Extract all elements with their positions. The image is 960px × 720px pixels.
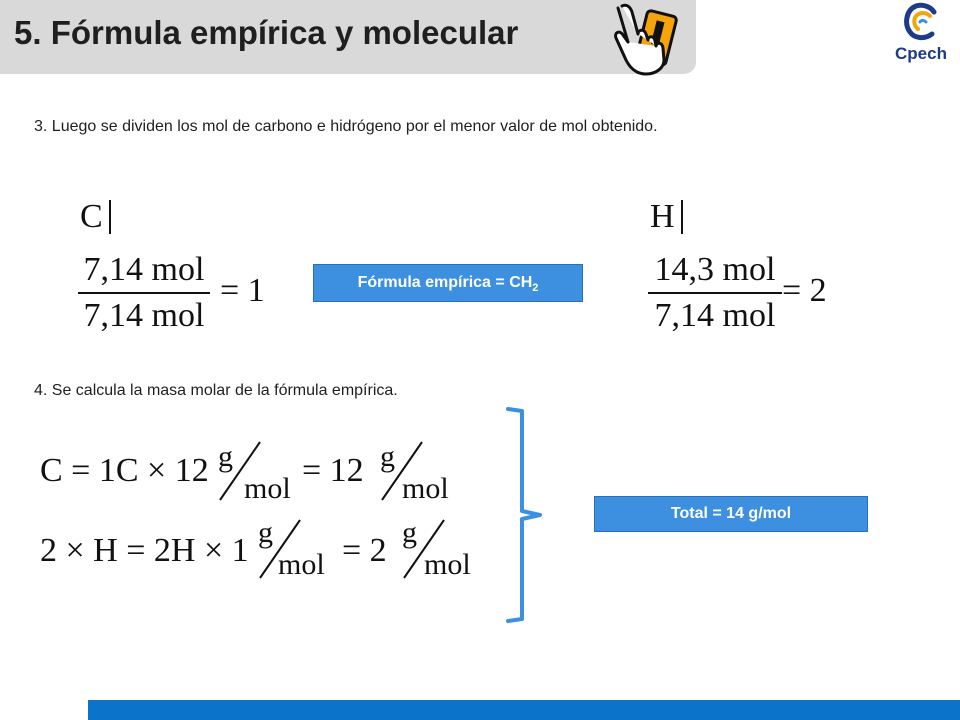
unit-g: g xyxy=(218,440,233,473)
step3-text: 3. Luego se dividen los mol de carbono e hidrógeno por el menor valor de mol obtenido. xyxy=(34,118,658,135)
pointing-hand-warning-icon xyxy=(608,2,692,76)
hydrogen-mass-left: 2 × H = 2H × 1 xyxy=(40,532,249,569)
unit-mol: mol xyxy=(402,472,449,505)
fraction-line xyxy=(78,292,210,294)
carbon-mass-result: = 12 xyxy=(302,452,364,489)
empirical-formula-box xyxy=(313,264,583,302)
logo-c-icon xyxy=(886,2,956,46)
unit-g: g xyxy=(402,516,417,549)
empirical-formula-label: Fórmula empírica = CH xyxy=(357,274,533,291)
logo-text: Cpech xyxy=(895,44,947,63)
page-title: 5. Fórmula empírica y molecular xyxy=(14,14,519,51)
hydrogen-label: H xyxy=(650,200,683,234)
carbon-fraction xyxy=(78,252,210,334)
carbon-label: C xyxy=(80,200,111,234)
empirical-formula-subscript: 2 xyxy=(532,282,539,295)
unit-mol: mol xyxy=(278,548,325,581)
fraction-line xyxy=(648,292,782,294)
hydrogen-numerator: 14,3 mol xyxy=(654,251,776,288)
unit-g: g xyxy=(380,440,395,473)
carbon-denominator: 7,14 mol xyxy=(83,297,205,334)
unit-mol: mol xyxy=(244,472,291,505)
title-bar xyxy=(0,0,696,74)
step4-text: 4. Se calcula la masa molar de la fórmula empírica. xyxy=(34,382,398,399)
hydrogen-result: = 2 xyxy=(782,272,827,309)
hydrogen-mass-result: = 2 xyxy=(342,532,387,569)
cpech-logo xyxy=(886,2,956,68)
carbon-mass-left: C = 1C × 12 xyxy=(40,452,209,489)
hydrogen-denominator: 7,14 mol xyxy=(654,297,776,334)
total-box: Total = 14 g/mol xyxy=(594,496,868,532)
carbon-result: = 1 xyxy=(220,272,265,309)
unit-mol: mol xyxy=(424,548,471,581)
bottom-bar xyxy=(88,700,960,720)
hydrogen-fraction xyxy=(648,252,782,334)
carbon-numerator: 7,14 mol xyxy=(83,251,205,288)
unit-g: g xyxy=(258,516,273,549)
right-brace-icon xyxy=(500,405,550,625)
